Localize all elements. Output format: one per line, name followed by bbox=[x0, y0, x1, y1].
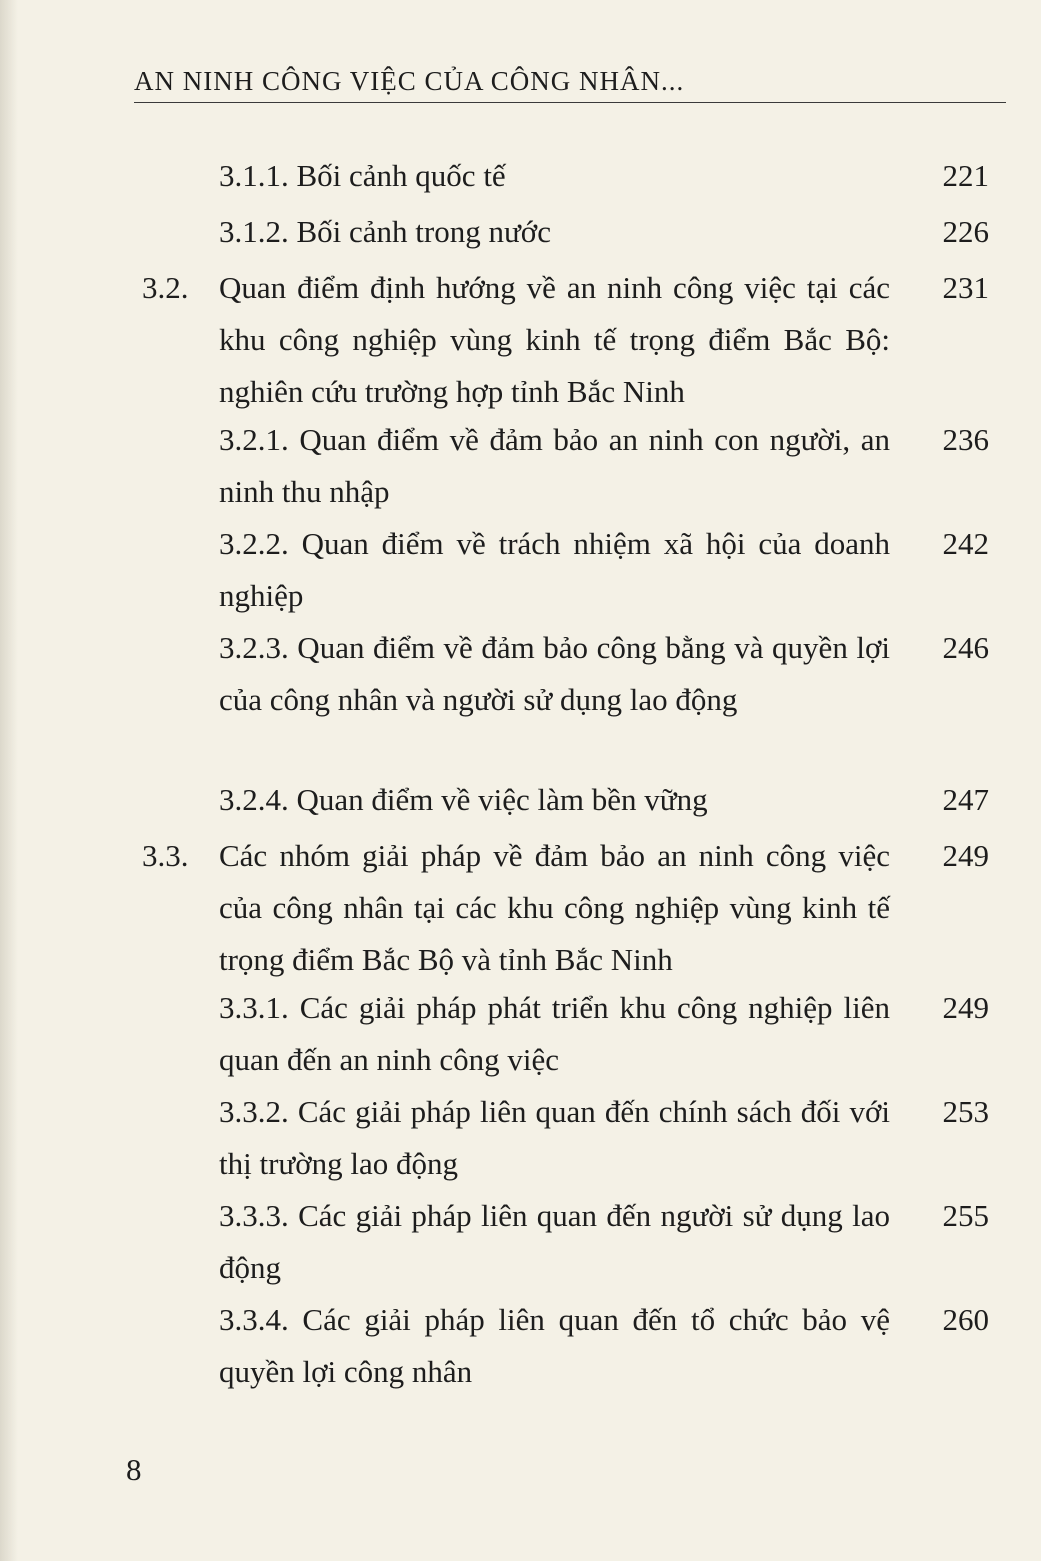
toc-entry-number: 3.2. bbox=[142, 270, 189, 305]
toc-entry-page: 260 bbox=[942, 1302, 989, 1337]
toc-entry-number: 3.3. bbox=[142, 838, 189, 873]
toc-entry-text: Quan điểm định hướng về an ninh công việc tại các khu công nghiệp vùng kinh tế trọng điểm Bắc Bộ: nghiên cứu trường hợp tỉnh Bắc Ninh bbox=[219, 270, 890, 409]
toc-entry-text: 3.3.1. Các giải pháp phát triển khu công nghiệp liên quan đến an ninh công việc bbox=[219, 990, 890, 1077]
toc-entry-text: 3.3.4. Các giải pháp liên quan đến tổ chức bảo vệ quyền lợi công nhân bbox=[219, 1302, 890, 1389]
toc-entry-text: 3.2.2. Quan điểm về trách nhiệm xã hội của doanh nghiệp bbox=[219, 526, 890, 613]
toc-entry-page: 242 bbox=[942, 526, 989, 561]
toc-entry-page: 226 bbox=[942, 214, 989, 249]
toc-entry-text: 3.2.3. Quan điểm về đảm bảo công bằng và quyền lợi của công nhân và người sử dụng lao động bbox=[219, 630, 890, 717]
toc-entry-page: 246 bbox=[942, 630, 989, 665]
toc-entry-page: 247 bbox=[942, 782, 989, 817]
toc-entry-page: 249 bbox=[942, 990, 989, 1025]
toc-entry-page: 236 bbox=[942, 422, 989, 457]
running-header: AN NINH CÔNG VIỆC CỦA CÔNG NHÂN... bbox=[134, 66, 685, 96]
toc-entry-text: 3.2.1. Quan điểm về đảm bảo an ninh con người, an ninh thu nhập bbox=[219, 422, 890, 509]
toc-entry-text: 3.3.2. Các giải pháp liên quan đến chính sách đối với thị trường lao động bbox=[219, 1094, 890, 1181]
header-rule bbox=[134, 102, 1006, 103]
toc-entry-page: 221 bbox=[942, 158, 989, 193]
toc-entry-text: Các nhóm giải pháp về đảm bảo an ninh công việc của công nhân tại các khu công nghiệp vùng kinh tế trọng điểm Bắc Bộ và tỉnh Bắc Ninh bbox=[219, 838, 890, 977]
toc-entry-page: 253 bbox=[942, 1094, 989, 1129]
toc-entry-text: 3.1.2. Bối cảnh trong nước bbox=[219, 214, 551, 249]
toc-entry-text: 3.3.3. Các giải pháp liên quan đến người sử dụng lao động bbox=[219, 1198, 890, 1285]
toc-entry-text: 3.2.4. Quan điểm về việc làm bền vững bbox=[219, 782, 708, 817]
toc-entry-page: 249 bbox=[942, 838, 989, 873]
toc-entry-page: 255 bbox=[942, 1198, 989, 1233]
folio-page-number: 8 bbox=[126, 1452, 142, 1487]
toc-entry-text: 3.1.1. Bối cảnh quốc tế bbox=[219, 158, 506, 193]
page-edge-shadow bbox=[0, 0, 18, 1561]
toc-entry-page: 231 bbox=[942, 270, 989, 305]
